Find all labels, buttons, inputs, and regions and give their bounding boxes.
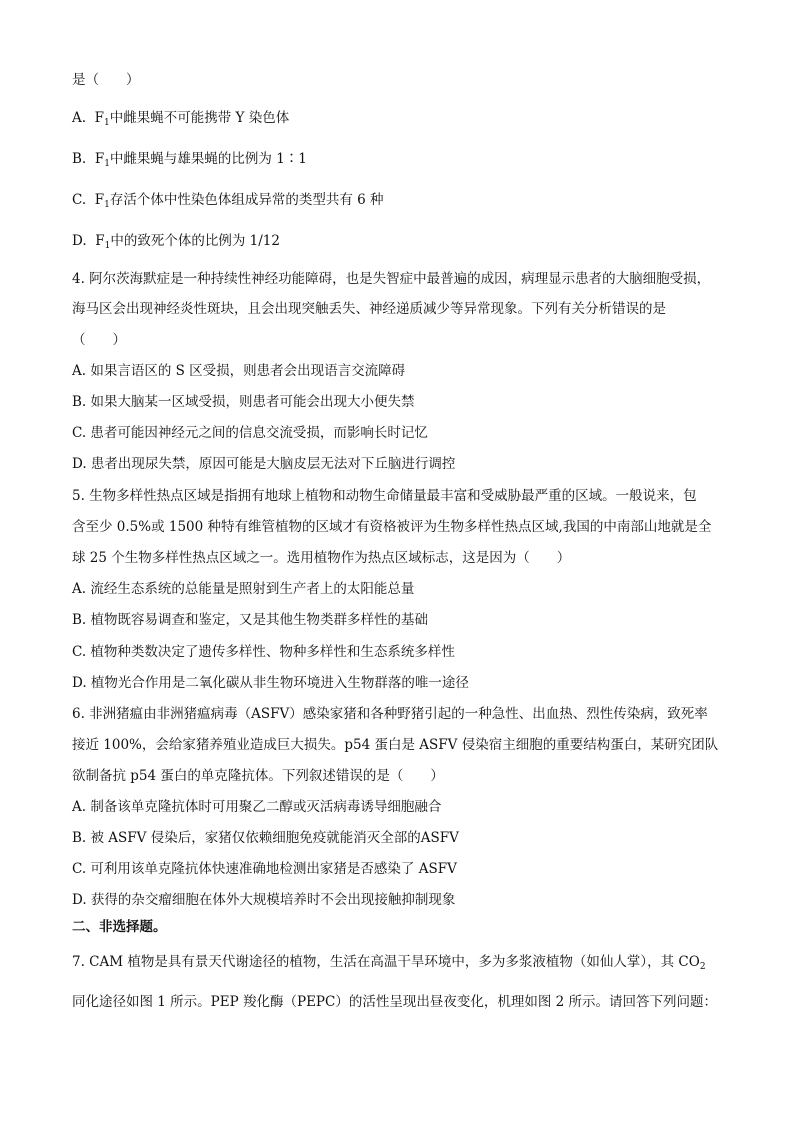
q5-option-a: A. 流经生态系统的总能量是照射到生产者上的太阳能总量 bbox=[72, 581, 415, 597]
q6-stem-line-2: 接近 100%，会给家猪养殖业造成巨大损失。p54 蛋白是 ASFV 侵染宿主细胞的重要结构蛋白，某研究团队 bbox=[72, 737, 719, 753]
q3-stem-end: 是（ ） bbox=[72, 72, 140, 88]
q5-option-b: B. 植物既容易调查和鉴定，又是其他生物类群多样性的基础 bbox=[72, 612, 429, 628]
q5-option-d: D. 植物光合作用是二氧化碳从非生物环境进入生物群落的唯一途径 bbox=[72, 675, 469, 691]
q6-stem-line-1: 6. 非洲猪瘟由非洲猪瘟病毒（ASFV）感染家猪和各种野猪引起的一种急性、出血热、烈性传染病，致死率 bbox=[72, 706, 708, 722]
q5-stem-line-3: 球 25 个生物多样性热点区域之一。选用植物作为热点区域标志，这是因为（ ） bbox=[72, 550, 571, 566]
q5-stem-line-1: 5. 生物多样性热点区域是指拥有地球上植物和动物生命储量最丰富和受威胁最严重的区域。一般说来，包 bbox=[72, 488, 697, 504]
q6-option-c: C. 可利用该单克隆抗体快速准确地检测出家猪是否感染了 ASFV bbox=[72, 861, 457, 877]
q4-option-a: A. 如果言语区的 S 区受损，则患者会出现语言交流障碍 bbox=[72, 363, 406, 379]
q4-stem-line-1: 4. 阿尔茨海默症是一种持续性神经功能障碍，也是失智症中最普遍的成因，病理显示患者的大脑细胞受损， bbox=[72, 271, 711, 287]
q5-stem-line-2: 含至少 0.5%或 1500 种特有维管植物的区域才有资格被评为生物多样性热点区域,我国的中南部山地就是全 bbox=[72, 519, 712, 535]
q5-option-c: C. 植物种类数决定了遗传多样性、物种多样性和生态系统多样性 bbox=[72, 644, 455, 660]
q4-stem-line-2: 海马区会出现神经炎性斑块，且会出现突触丢失、神经递质减少等异常现象。下列有关分析错误的是 bbox=[72, 301, 666, 317]
q7-stem-line-1: 7. CAM 植物是具有景天代谢途径的植物，生活在高温干旱环境中，多为多浆液植物（如仙人掌），其 $CO_2$ bbox=[72, 954, 706, 972]
q4-option-d: D. 患者出现尿失禁，原因可能是大脑皮层无法对下丘脑进行调控 bbox=[72, 456, 456, 472]
q3-option-a: A. $F_1$中雌果蝇不可能携带 Y 染色体 bbox=[72, 110, 290, 128]
q3-option-d: D. $F_1$中的致死个体的比例为 1/12 bbox=[72, 233, 280, 251]
q6-option-b: B. 被 ASFV 侵染后，家猪仅依赖细胞免疫就能消灭全部的ASFV bbox=[72, 830, 459, 846]
q6-option-a: A. 制备该单克隆抗体时可用聚乙二醇或灭活病毒诱导细胞融合 bbox=[72, 799, 442, 815]
q4-option-b: B. 如果大脑某一区域受损，则患者可能会出现大小便失禁 bbox=[72, 394, 415, 410]
q3-option-b: B. $F_1$中雌果蝇与雄果蝇的比例为 1∶1 bbox=[72, 151, 307, 169]
q4-stem-line-3: （ ） bbox=[72, 332, 126, 348]
q7-stem-line-2: 同化途径如图 1 所示。PEP 羧化酶（PEPC）的活性呈现出昼夜变化，机理如图 2 所示。请回答下列问题： bbox=[72, 994, 718, 1010]
q4-option-c: C. 患者可能因神经元之间的信息交流受损，而影响长时记忆 bbox=[72, 425, 428, 441]
q6-option-d: D. 获得的杂交瘤细胞在体外大规模培养时不会出现接触抑制现象 bbox=[72, 892, 456, 908]
q3-option-c: C. $F_1$存活个体中性染色体组成异常的类型共有 6 种 bbox=[72, 192, 384, 210]
section-title: 二、非选择题。 bbox=[72, 919, 167, 935]
q6-stem-line-3: 欲制备抗 p54 蛋白的单克隆抗体。下列叙述错误的是（ ） bbox=[72, 768, 444, 784]
